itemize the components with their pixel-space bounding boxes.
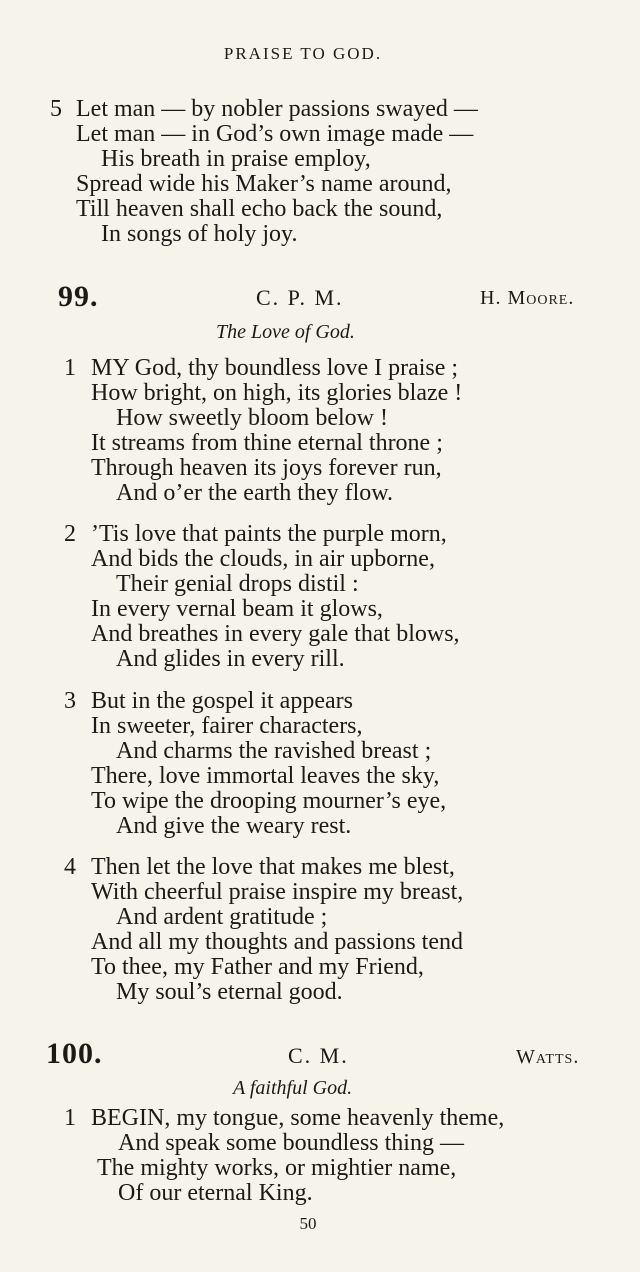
verse-line: Then let the love that makes me blest,: [91, 854, 455, 880]
stanza-number: 3: [64, 688, 76, 714]
verse-line: But in the gospel it appears: [91, 688, 353, 714]
verse-line: And all my thoughts and passions tend: [91, 929, 463, 955]
hymn-number: 100.: [46, 1037, 103, 1070]
stanza-number: 4: [64, 854, 76, 880]
hymn-meter: C. P. M.: [256, 285, 344, 310]
verse-line: How bright, on high, its glories blaze !: [91, 380, 463, 406]
verse-line: BEGIN, my tongue, some heavenly theme,: [91, 1105, 505, 1131]
hymn-author: Watts.: [516, 1046, 580, 1068]
verse-line: How sweetly bloom below !: [116, 405, 388, 431]
verse-line: With cheerful praise inspire my breast,: [91, 879, 464, 905]
verse-line: Let man — in God’s own image made —: [76, 121, 474, 147]
verse-line: To thee, my Father and my Friend,: [91, 954, 424, 980]
verse-line: And breathes in every gale that blows,: [91, 621, 460, 647]
verse-line: Of our eternal King.: [118, 1180, 313, 1206]
verse-line: ’Tis love that paints the purple morn,: [91, 521, 447, 547]
stanza-number: 1: [64, 355, 76, 381]
hymn-title: A faithful God.: [233, 1077, 353, 1099]
page-number: 50: [299, 1214, 317, 1233]
verse-line: Let man — by nobler passions swayed —: [76, 96, 478, 122]
verse-line: The mighty works, or mightier name,: [97, 1155, 457, 1181]
stanza-number: 1: [64, 1105, 76, 1131]
hymn-author: H. Moore.: [480, 287, 575, 309]
verse-line: Till heaven shall echo back the sound,: [76, 196, 443, 222]
stanza-number: 2: [64, 521, 76, 547]
verse-line: And ardent gratitude ;: [116, 904, 328, 930]
verse-line: And give the weary rest.: [116, 813, 352, 839]
verse-line: And o’er the earth they flow.: [116, 480, 394, 506]
verse-line: Their genial drops distil :: [116, 571, 359, 597]
verse-line: Through heaven its joys forever run,: [91, 455, 442, 481]
verse-line: MY God, thy boundless love I praise ;: [91, 355, 459, 381]
hymn-meter: C. M.: [288, 1043, 349, 1068]
hymn-title: The Love of God.: [216, 321, 355, 343]
verse-line: It streams from thine eternal throne ;: [91, 430, 443, 456]
hymn-number: 99.: [58, 280, 99, 313]
stanza-number: 5: [50, 96, 62, 122]
running-head: PRAISE TO GOD.: [223, 44, 383, 63]
verse-line: In every vernal beam it glows,: [91, 596, 383, 622]
verse-line: In songs of holy joy.: [101, 221, 298, 247]
verse-line: And bids the clouds, in air upborne,: [91, 546, 435, 572]
verse-line: And glides in every rill.: [116, 646, 345, 672]
verse-line: My soul’s eternal good.: [116, 979, 343, 1005]
verse-line: His breath in praise employ,: [101, 146, 371, 172]
verse-line: In sweeter, fairer characters,: [91, 713, 363, 739]
verse-line: There, love immortal leaves the sky,: [91, 763, 440, 789]
verse-line: And speak some boundless thing —: [118, 1130, 464, 1156]
verse-line: And charms the ravished breast ;: [116, 738, 432, 764]
verse-line: Spread wide his Maker’s name around,: [76, 171, 452, 197]
verse-line: To wipe the drooping mourner’s eye,: [91, 788, 447, 814]
